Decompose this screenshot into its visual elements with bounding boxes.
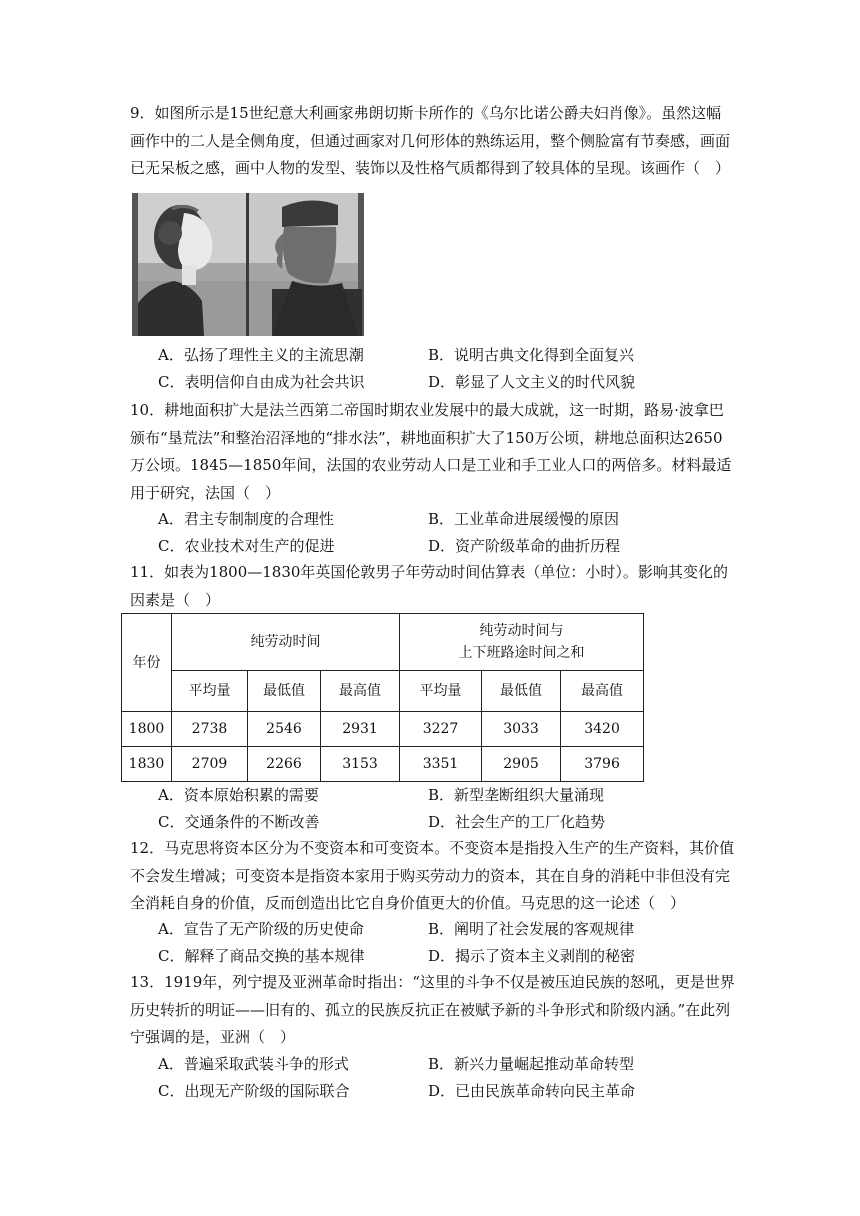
- option-a[interactable]: A．资本原始积累的需要: [158, 786, 319, 804]
- question-13-options: [158, 1051, 738, 1104]
- table-subheader-row: [122, 671, 644, 712]
- value-cell: 3796: [561, 747, 644, 782]
- option-c[interactable]: C．交通条件的不断改善: [158, 812, 320, 831]
- question-12-text: 12．马克思将资本区分为不变资本和可变资本。不变资本是指投入生产的生产资料，其价值不会发生增减；可变资本是指资本家用于购买劳动力的资本，其在自身的消耗中非但没有完全消耗自身的价值，反而创造出比它自身价值更大的价值。马克思的这一论述（ ）: [130, 839, 735, 912]
- value-cell: 2546: [248, 712, 321, 747]
- option-a[interactable]: A．普遍采取武装斗争的形式: [158, 1055, 349, 1073]
- value-cell: 3153: [321, 747, 400, 782]
- option-d[interactable]: D．资产阶级革命的曲折历程: [428, 536, 621, 555]
- options-row: [158, 943, 738, 970]
- value-cell: 2709: [172, 747, 248, 782]
- value-cell: 3420: [561, 712, 644, 747]
- year-header: 年份: [122, 614, 172, 712]
- portrait-image: [132, 193, 364, 336]
- option-c[interactable]: C．农业技术对生产的促进: [158, 536, 335, 555]
- question-13-text: 13．1919年，列宁提及亚洲革命时指出：“这里的斗争不仅是被压迫民族的怒吼，更是世界历史转折的明证——旧有的、孤立的民族反抗正在被赋予新的斗争形式和阶级内涵。”在此列宁强调的是，亚洲（ ）: [130, 973, 735, 1046]
- options-row: [158, 506, 738, 533]
- option-a[interactable]: A．君主专制制度的合理性: [158, 510, 334, 528]
- options-row: [158, 782, 738, 809]
- subheader-cell: 最高值: [321, 671, 400, 712]
- value-cell: 3033: [482, 712, 561, 747]
- question-9-text: 9．如图所示是15世纪意大利画家弗朗切斯卡所作的《乌尔比诺公爵夫妇肖像》。虽然这幅画作中的二人是全侧角度，但通过画家对几何形体的熟练运用，整个侧脸富有节奏感，画面已无呆板之感，画中人物的发型、装饰以及性格气质都得到了较具体的呈现。该画作（ ）: [130, 104, 731, 177]
- option-b[interactable]: B．说明古典文化得到全面复兴: [428, 346, 635, 364]
- group-header-labor: 纯劳动时间: [172, 614, 400, 671]
- value-cell: 2266: [248, 747, 321, 782]
- subheader-cell: 平均量: [400, 671, 482, 712]
- year-cell: 1800: [122, 712, 172, 747]
- option-d[interactable]: D．彰显了人文主义的时代风貌: [428, 372, 636, 391]
- question-12-options: [158, 916, 738, 969]
- value-cell: 2738: [172, 712, 248, 747]
- options-row: [158, 809, 738, 836]
- table-row: [122, 747, 644, 782]
- option-a[interactable]: A．宣告了无产阶级的历史使命: [158, 920, 364, 938]
- question-10-options: [158, 506, 738, 559]
- options-row: [158, 369, 738, 396]
- option-b[interactable]: B．工业革命进展缓慢的原因: [428, 510, 620, 528]
- option-d[interactable]: D．已由民族革命转向民主革命: [428, 1081, 636, 1100]
- options-row: [158, 1051, 738, 1078]
- subheader-cell: 最高值: [561, 671, 644, 712]
- subheader-cell: 最低值: [482, 671, 561, 712]
- question-9-options: [158, 342, 738, 395]
- options-row: [158, 533, 738, 560]
- options-row: [158, 916, 738, 943]
- option-c[interactable]: C．表明信仰自由成为社会共识: [158, 372, 365, 391]
- value-cell: 3227: [400, 712, 482, 747]
- option-d[interactable]: D．社会生产的工厂化趋势: [428, 812, 606, 831]
- option-a[interactable]: A．弘扬了理性主义的主流思潮: [158, 346, 364, 364]
- options-row: [158, 342, 738, 369]
- year-cell: 1830: [122, 747, 172, 782]
- question-11-options: [158, 782, 738, 835]
- question-10-text: 10．耕地面积扩大是法兰西第二帝国时期农业发展中的最大成就，这一时期，路易·波拿巴颁布“垦荒法”和整治沼泽地的“排水法”，耕地面积扩大了150万公顷，耕地总面积达2650万公顷。1845—1850年间，法国的农业劳动人口是工业和手工业人口的两倍多。材料最适用于研究，法国（ ）: [130, 401, 732, 502]
- labor-hours-table: [121, 613, 644, 782]
- group-header-labor-commute: 纯劳动时间与 上下班路途时间之和: [400, 614, 644, 671]
- table-row: [122, 712, 644, 747]
- table-header-row: [122, 614, 644, 671]
- value-cell: 2931: [321, 712, 400, 747]
- option-b[interactable]: B．阐明了社会发展的客观规律: [428, 920, 635, 938]
- option-c[interactable]: C．解释了商品交换的基本规律: [158, 946, 365, 965]
- value-cell: 3351: [400, 747, 482, 782]
- option-b[interactable]: B．新型垄断组织大量涌现: [428, 786, 605, 804]
- subheader-cell: 平均量: [172, 671, 248, 712]
- subheader-cell: 最低值: [248, 671, 321, 712]
- option-c[interactable]: C．出现无产阶级的国际联合: [158, 1081, 350, 1100]
- duke-and-duchess-portrait: [132, 193, 364, 336]
- options-row: [158, 1078, 738, 1105]
- value-cell: 2905: [482, 747, 561, 782]
- option-d[interactable]: D．揭示了资本主义剥削的秘密: [428, 946, 636, 965]
- question-11-text: 11．如表为1800—1830年英国伦敦男子年劳动时间估算表（单位：小时）。影响其变化的因素是（ ）: [130, 563, 728, 609]
- option-b[interactable]: B．新兴力量崛起推动革命转型: [428, 1055, 635, 1073]
